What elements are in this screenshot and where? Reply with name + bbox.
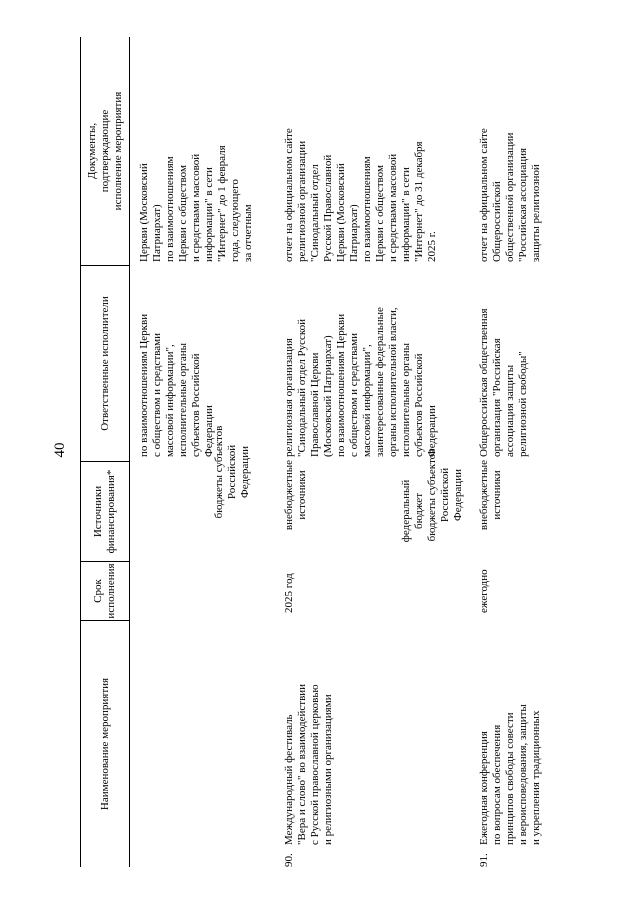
row-documents: отчет на официальном сайте Общероссийской общественной организации "Российская ассоциация защиты религиозной <box>478 128 542 262</box>
header-documents: Документы, подтверждающие исполнение мероприятия <box>85 91 124 211</box>
row-documents: отчет на официальном сайте религиозной организации "Синодальный отдел Русской Православной Церкви (Московский Патриархат) по взаимоотношениям Церкви с обществом и средствами массовой информации" в сети "Интернет" до 31 декабря 2025 г. <box>283 128 438 262</box>
page-number: 40 <box>52 442 68 458</box>
row-sources-offbudget: внебюджетные источники <box>478 459 503 531</box>
row-responsible: Общероссийская общественная организация "Российская ассоциация защиты религиозной свободы" <box>478 308 529 457</box>
table-header <box>80 37 130 867</box>
row-number: 90. <box>283 853 295 867</box>
row-sources-regional: бюджеты субъектов Российской Федерации <box>426 448 464 542</box>
header-divider <box>81 461 129 462</box>
header-divider <box>81 620 129 621</box>
header-responsible: Ответственные исполнители <box>98 296 111 431</box>
continuation-documents: Церкви (Московский Патриархат) по взаимоотношениям Церкви с обществом и средствами массовой информации" в сети "Интернет" до 1 февраля года, следующего за отчетным <box>138 145 254 262</box>
row-responsible: религиозная организация "Синодальный отдел Русской Православной Церкви (Московский Патриархат) по взаимоотношениям Церкви с обществом и средствами массовой информации", заинтересованные федеральные органы исполнительной власти, исполнительные органы субъектов Российской Федерации <box>283 307 438 457</box>
row-sources-offbudget: внебюджетные источники <box>283 459 308 531</box>
row-number: 91. <box>478 853 490 867</box>
continuation-responsible: по взаимоотношениям Церкви с обществом и средствами массовой информации", исполнительные органы субъектов Российской Федерации <box>138 313 215 457</box>
header-divider <box>81 561 129 562</box>
row-sources-federal: федеральный бюджет <box>400 479 425 543</box>
row-term: ежегодно <box>478 569 490 613</box>
continuation-sources: бюджеты субъектов Российской Федерации <box>213 425 251 519</box>
header-divider <box>81 265 129 266</box>
row-term: 2025 год <box>283 573 295 613</box>
header-name: Наименование мероприятия <box>98 677 111 811</box>
header-sources: Источники финансирования* <box>92 469 117 554</box>
header-term: Срок исполнения <box>92 563 117 619</box>
row-name: Международный фестиваль "Вера и слово" во взаимодействии с Русской православной церковью и религиозными организациями <box>283 683 334 845</box>
row-name: Ежегодная конференция по вопросам обеспечения принципов свободы совести и вероисповедования, защиты и укрепления традиционных <box>478 704 542 845</box>
measures-table <box>80 37 628 867</box>
